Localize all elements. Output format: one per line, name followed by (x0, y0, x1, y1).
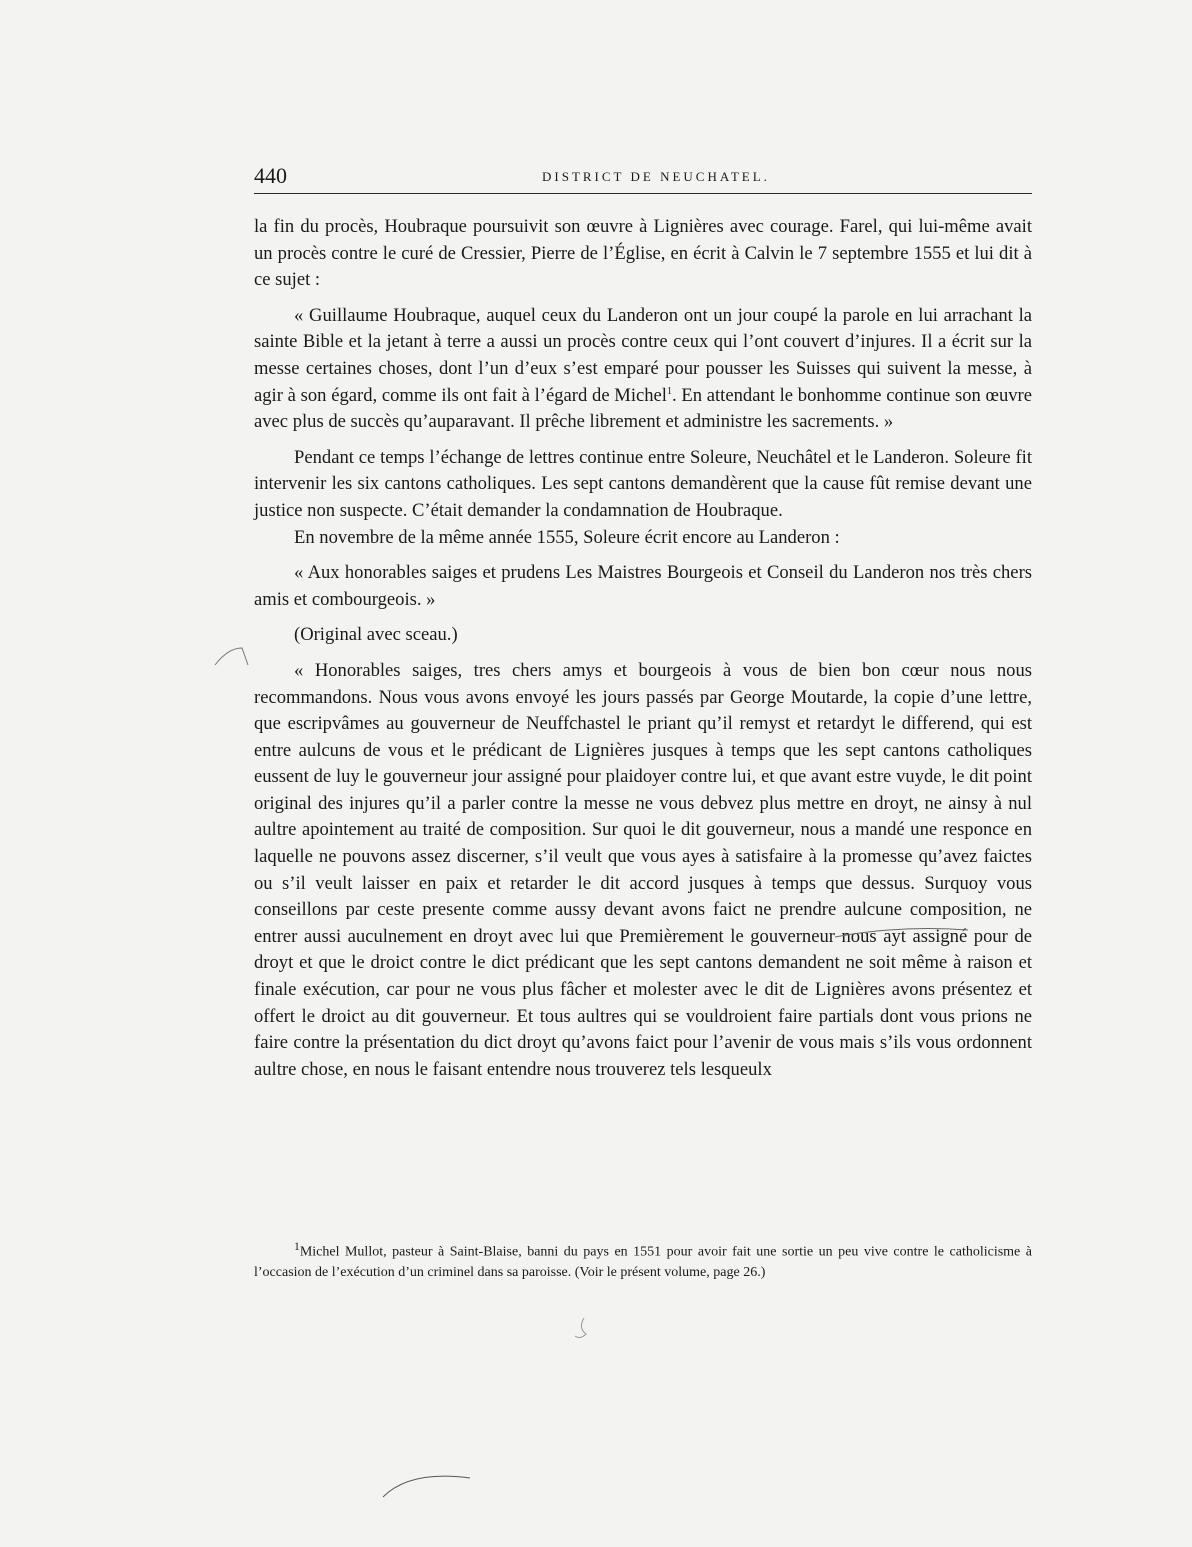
paragraph-2 (254, 303, 1032, 436)
paragraph-3: Pendant ce temps l’échange de lettres continue entre Soleure, Neuchâtel et le Landeron. Soleure fit intervenir les six cantons catholiques. Les sept cantons demandèrent que la cause fût remise devant une justice non suspecte. C’était demander la condamnation de Houbraque. (254, 446, 1032, 521)
running-title: DISTRICT DE NEUCHATEL. (542, 169, 770, 184)
paragraph-6: (Original avec sceau.) (294, 624, 458, 646)
paragraph-7: « Honorables saiges, tres chers amys et bourgeois à vous de bien bon cœur nous nous recommandons. Nous vous avons envoyé les jours passés par George Moutarde, la copie d’une lettre, que escripvâmes au gouverneur de Neuffchastel le priant qu’il remyst et retardyt le differend, qui est entre aulcuns de vous et le prédicant de Lignières jusques à temps que les sept cantons catholiques eussent de luy le gouverneur jour assigné pour plaidoyer contre lui, et que avant estre vuyde, le dit point original des injures qu’il a parler contre la messe ne vous debvez plus mettre en droyt, ne ainsy à nul aultre apointement au traité de composition. Sur quoi le dit gouverneur, nous a mandé une responce en laquelle ne pouvons assez discerner, s’il veult que vous ayes à satisfaire à la promesse qu’avez faictes ou s’il veult laisser en paix et retarder le dit accord jusques à temps que dessus. Surquoy vous conseillons par ceste presente comme aussy devant avons faict ne prendre aulcune composition, ne entrer aussi auculnement en droyt avec lui que Premièrement le gouverneur nous ayt assigné pour de droyt et que le droict contre le dict prédicant que les sept cantons demandent ne soit même à raison et finale exécution, car pour ne vous plus fâcher et molester avec le dit de Lignières avons présentez et offert le droict au dit gouverneur. Et tous aultres qui se vouldroient faire partials dont vous prions ne faire contre la présentation du dict droyt qu’avons faict pour l’avenir de vous mais s’ils vous ordonnent aultre chose, en nous le faisant entendre nous trouverez tels lesqueulx (254, 659, 1032, 1080)
paragraph-2-text: « Guillaume Houbraque, auquel ceux du Landeron ont un jour coupé la parole en lui arrachant la sainte Bible et la jetant à terre a aussi un procès contre ceux qui l’ont couvert d’injures. Il a écrit sur la messe certaines choses, dont l’un d’eux s’est emparé pour pousser les Suisses qui suivent la messe, à agir à son égard, comme ils ont fait à l’égard de Michel (254, 304, 1032, 406)
paragraph-5: « Aux honorables saiges et prudens Les Maistres Bourgeois et Conseil du Landeron nos très chers amis et combourgeois. » (254, 562, 1032, 610)
footnote-text: Michel Mullot, pasteur à Saint-Blaise, banni du pays en 1551 pour avoir fait une sortie un peu vive contre le catholicisme à l’occasion de l’exécution d’un criminel dans sa paroisse. (Voir le présent volume, page 26.) (254, 1244, 1032, 1280)
page-number: 440 (254, 163, 287, 188)
bottom-pencil-mark (383, 1476, 470, 1497)
margin-pencil-mark (215, 648, 248, 665)
footnote-marker: 1 (294, 1240, 300, 1253)
squiggle-mark (575, 1318, 586, 1338)
running-header (254, 163, 1032, 194)
footnote (254, 1237, 1032, 1283)
paragraph-1: la fin du procès, Houbraque poursuivit son œuvre à Lignières avec courage. Farel, qui lui-même avait un procès contre le curé de Cressier, Pierre de l’Église, en écrit à Calvin le 7 septembre 1555 et lui dit à ce sujet : (254, 216, 1032, 291)
footnote-reference: 1 (666, 385, 672, 397)
body-text (254, 214, 1032, 1083)
paragraph-4: En novembre de la même année 1555, Soleure écrit encore au Landeron : (294, 526, 840, 548)
paragraph-2-continuation: . En attendant le bonhomme continue son œuvre avec plus de succès qu’auparavant. Il prêche librement et administre les sacrements. » (254, 384, 1032, 433)
